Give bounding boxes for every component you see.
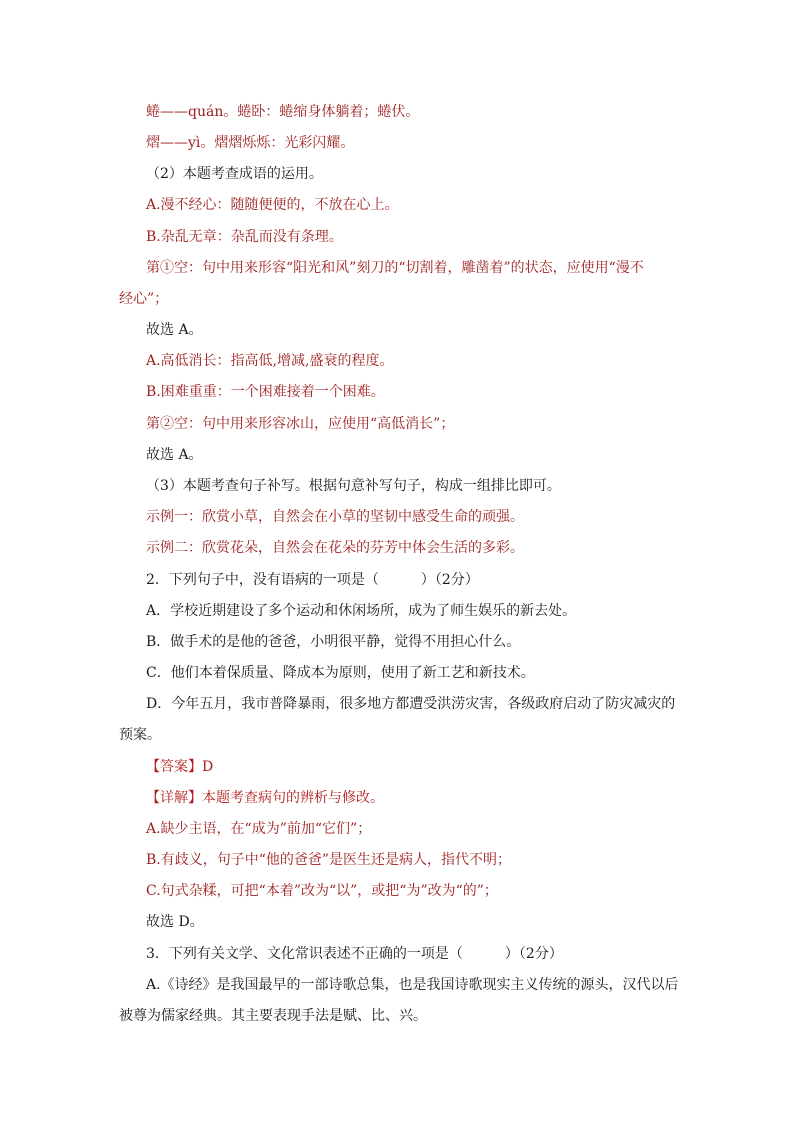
text-line: 经心”； [119,291,169,307]
text-line: A.漫不经心：随随便便的，不放在心上。 [146,197,399,213]
text-line: 熠——yì。熠熠烁烁：光彩闪耀。 [146,135,355,151]
text-line: 3．下列有关文学、文化常识表述不正确的一项是（ ）（2分） [146,946,563,962]
text-line: 被尊为儒家经典。其主要表现手法是赋、比、兴。 [119,1008,427,1024]
text-line: 示例二：欣赏花朵，自然会在花朵的芬芳中体会生活的多彩。 [146,540,524,556]
text-line: B．做手术的是他的爸爸，小明很平静，觉得不用担心什么。 [146,634,521,650]
explanation-label: 【详解】本题考查病句的辨析与修改。 [146,790,384,806]
text-line: B.杂乱无章：杂乱而没有条理。 [146,229,343,245]
text-line: 故选 D。 [146,914,204,930]
text-line: 第②空：句中用来形容冰山，应使用“高低消长”； [146,416,455,432]
text-line: 2．下列句子中，没有语病的一项是（ ）（2分） [146,572,479,588]
text-line: （2）本题考查成语的运用。 [146,166,323,182]
text-line: 第①空：句中用来形容“阳光和风”刻刀的“切割着，雕凿着”的状态，应使用“漫不 [146,260,644,276]
text-line: C.句式杂糅，可把“本着”改为“以”，或把“为”改为“的”； [146,883,498,899]
text-line: （3）本题考查句子补写。根据句意补写句子，构成一组排比即可。 [146,478,561,494]
answer-label: 【答案】D [146,759,214,775]
text-line: 示例一：欣赏小草，自然会在小草的坚韧中感受生命的顽强。 [146,509,524,525]
text-line: A.缺少主语，在“成为”前加“它们”； [146,821,372,837]
text-line: B.有歧义，句子中“他的爸爸”是医生还是病人，指代不明； [146,852,512,868]
text-line: 故选 A。 [146,322,203,338]
text-line: A.《诗经》是我国最早的一部诗歌总集，也是我国诗歌现实主义传统的源头，汉代以后 [146,977,679,993]
text-line: 故选 A。 [146,447,203,463]
text-line: A.高低消长：指高低,增减,盛衰的程度。 [146,353,394,369]
text-line: A．学校近期建设了多个运动和休闲场所，成为了师生娱乐的新去处。 [146,603,577,619]
text-line: 预案。 [119,727,161,743]
text-line: C．他们本着保质量、降成本为原则，使用了新工艺和新技术。 [146,665,535,681]
text-line: D．今年五月，我市普降暴雨，很多地方都遭受洪涝灾害，各级政府启动了防灾减灾的 [146,696,676,712]
text-line: 蜷——quán。蜷卧：蜷缩身体躺着；蜷伏。 [146,104,420,120]
text-line: B.困难重重：一个困难接着一个困难。 [146,384,385,400]
